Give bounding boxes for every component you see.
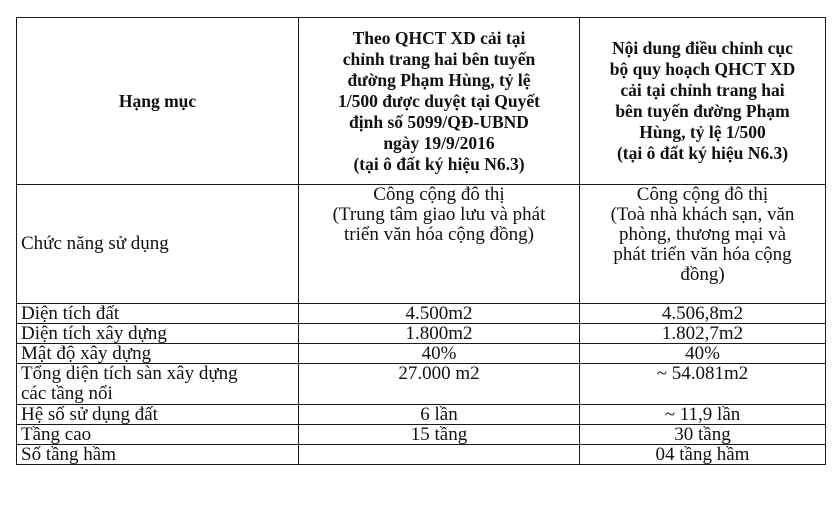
header-adjusted [580, 18, 826, 185]
row-adjusted-value: 40% [580, 344, 826, 364]
row-item-label: Diện tích xây dựng [17, 324, 299, 344]
row-item-label: Chức năng sử dụng [17, 185, 299, 304]
table-row-function [17, 185, 826, 304]
row-approved-value: 6 lần [299, 405, 580, 425]
header-approved-line: ngày 19/9/2016 [383, 132, 495, 153]
row-adjusted-value: ~ 54.081m2 [580, 364, 826, 405]
header-approved-line: chỉnh trang hai bên tuyến [342, 48, 536, 69]
function-adjusted-line: phát triển văn hóa cộng [613, 244, 792, 265]
row-approved-value [299, 445, 580, 465]
row-item-label-line: Tổng diện tích sàn xây dựng [21, 363, 238, 384]
row-approved-value: 15 tầng [299, 425, 580, 445]
header-approved-line: (tại ô đất ký hiệu N6.3) [353, 153, 525, 174]
row-item-label: Diện tích đất [17, 304, 299, 324]
header-adjusted-line: Hùng, tỷ lệ 1/500 [639, 122, 766, 142]
row-adjusted-value: 4.506,8m2 [580, 304, 826, 324]
table-row [17, 425, 826, 445]
header-item [17, 18, 299, 185]
function-adjusted-line: (Toà nhà khách sạn, văn [610, 204, 795, 225]
header-adjusted-line: bộ quy hoạch QHCT XD [609, 59, 796, 79]
row-item-label: Số tầng hầm [17, 445, 299, 465]
row-item-label: Mật độ xây dựng [17, 344, 299, 364]
header-approved [299, 18, 580, 185]
row-approved-value: 27.000 m2 [299, 364, 580, 405]
header-approved-line: đường Phạm Hùng, tỷ lệ [347, 69, 531, 90]
row-approved-value: 40% [299, 344, 580, 364]
row-item-label: Tầng cao [17, 425, 299, 445]
table-row [17, 445, 826, 465]
row-approved-value: 4.500m2 [299, 304, 580, 324]
header-adjusted-line: Nội dung điều chỉnh cục [612, 38, 793, 58]
row-approved-value: 1.800m2 [299, 324, 580, 344]
table-row [17, 364, 826, 405]
row-adjusted-value: ~ 11,9 lần [580, 405, 826, 425]
table-header-row [17, 18, 826, 185]
header-approved-line: định số 5099/QĐ-UBND [349, 111, 529, 132]
row-approved-value [299, 185, 580, 304]
function-adjusted-line: phòng, thương mại và [618, 224, 787, 245]
function-adjusted-line: Công cộng đô thị [636, 184, 769, 205]
row-adjusted-value: 1.802,7m2 [580, 324, 826, 344]
row-adjusted-value: 04 tầng hầm [580, 445, 826, 465]
row-item-label-line: các tầng nổi [21, 383, 113, 404]
table-row [17, 405, 826, 425]
table-row [17, 304, 826, 324]
header-approved-line: 1/500 được duyệt tại Quyết [338, 90, 540, 111]
row-adjusted-value [580, 185, 826, 304]
header-adjusted-line: (tại ô đất ký hiệu N6.3) [616, 143, 789, 163]
function-approved-line: triển văn hóa cộng đồng) [344, 224, 534, 245]
table-row [17, 324, 826, 344]
planning-comparison-table [16, 17, 826, 465]
function-adjusted-line: đồng) [680, 264, 725, 285]
function-approved-line: Công cộng đô thị [373, 184, 505, 205]
header-item-label: Hạng mục [118, 90, 197, 111]
header-approved-line: Theo QHCT XD cải tại [352, 27, 526, 48]
function-approved-line: (Trung tâm giao lưu và phát [332, 204, 546, 225]
table-row [17, 344, 826, 364]
row-item-label [17, 364, 299, 405]
row-adjusted-value: 30 tầng [580, 425, 826, 445]
header-adjusted-line: cải tại chỉnh trang hai [620, 80, 785, 100]
header-adjusted-line: bên tuyến đường Phạm [615, 101, 790, 121]
row-item-label: Hệ số sử dụng đất [17, 405, 299, 425]
